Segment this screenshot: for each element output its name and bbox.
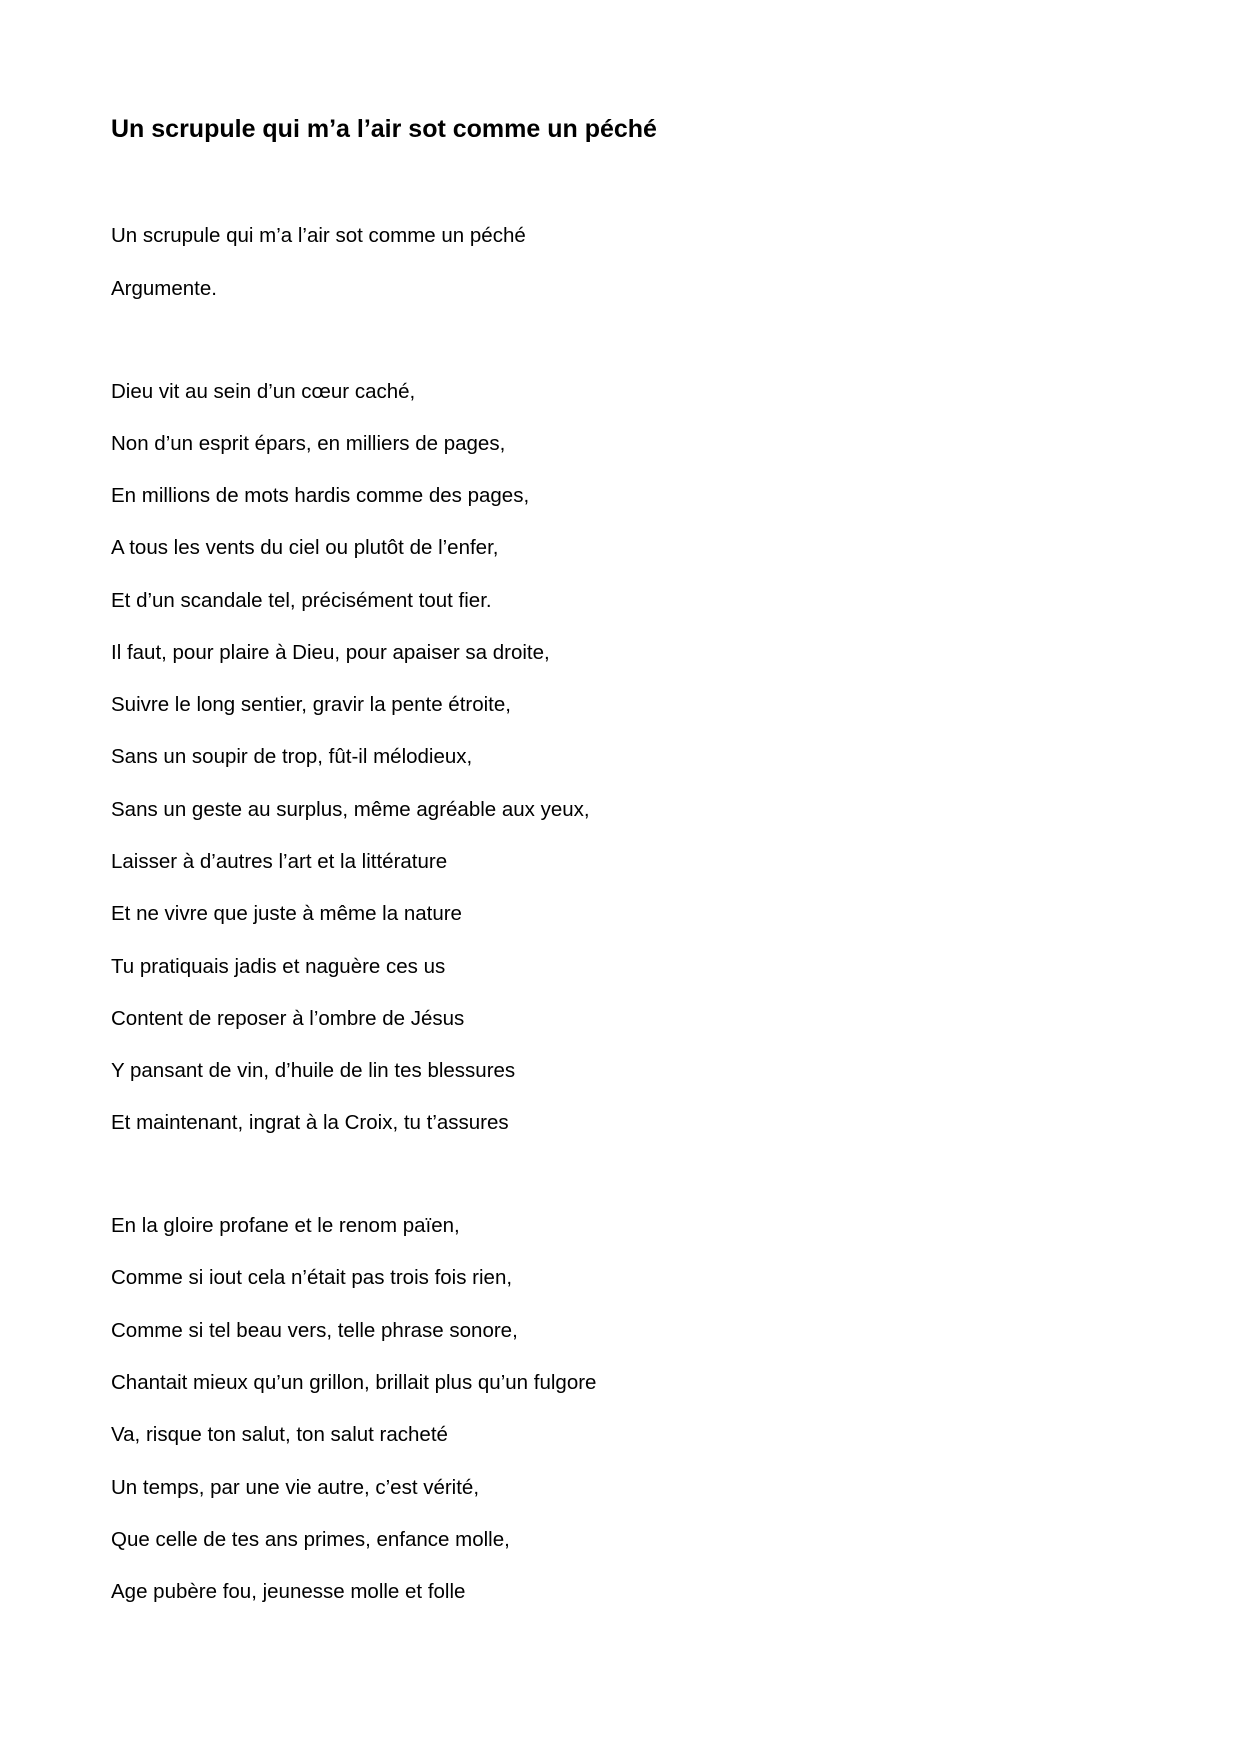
stanza2-line-5: Va, risque ton salut, ton salut racheté (111, 1423, 448, 1446)
stanza1-line-3: En millions de mots hardis comme des pages, (111, 484, 530, 507)
stanza2-line-8: Age pubère fou, jeunesse molle et folle (111, 1580, 466, 1603)
stanza2-line-1: En la gloire profane et le renom païen, (111, 1214, 460, 1237)
stanza1-line-12: Tu pratiquais jadis et naguère ces us (111, 955, 446, 978)
stanza1-line-6: Il faut, pour plaire à Dieu, pour apaiser sa droite, (111, 641, 550, 664)
stanza2-line-2: Comme si iout cela n’était pas trois fois rien, (111, 1266, 513, 1289)
stanza1-line-14: Y pansant de vin, d’huile de lin tes blessures (111, 1059, 516, 1082)
stanza2-line-7: Que celle de tes ans primes, enfance molle, (111, 1528, 510, 1551)
stanza1-line-2: Non d’un esprit épars, en milliers de pages, (111, 432, 506, 455)
stanza1-line-9: Sans un geste au surplus, même agréable aux yeux, (111, 798, 590, 821)
intro-line-1: Un scrupule qui m’a l’air sot comme un péché (111, 224, 526, 247)
stanza1-line-4: A tous les vents du ciel ou plutôt de l’enfer, (111, 536, 499, 559)
stanza1-line-10: Laisser à d’autres l’art et la littérature (111, 850, 448, 873)
stanza1-line-13: Content de reposer à l’ombre de Jésus (111, 1007, 465, 1030)
intro-line-2: Argumente. (111, 277, 217, 300)
poem-title: Un scrupule qui m’a l’air sot comme un péché (111, 115, 657, 143)
stanza1-line-5: Et d’un scandale tel, précisément tout fier. (111, 589, 492, 612)
stanza1-line-11: Et ne vivre que juste à même la nature (111, 902, 462, 925)
stanza2-line-6: Un temps, par une vie autre, c’est vérité, (111, 1476, 480, 1499)
stanza1-line-7: Suivre le long sentier, gravir la pente étroite, (111, 693, 511, 716)
stanza1-line-1: Dieu vit au sein d’un cœur caché, (111, 380, 416, 403)
stanza2-line-3: Comme si tel beau vers, telle phrase sonore, (111, 1319, 518, 1342)
stanza1-line-8: Sans un soupir de trop, fût-il mélodieux, (111, 745, 473, 768)
stanza1-line-15: Et maintenant, ingrat à la Croix, tu t’assures (111, 1111, 509, 1134)
stanza2-line-4: Chantait mieux qu’un grillon, brillait plus qu’un fulgore (111, 1371, 597, 1394)
